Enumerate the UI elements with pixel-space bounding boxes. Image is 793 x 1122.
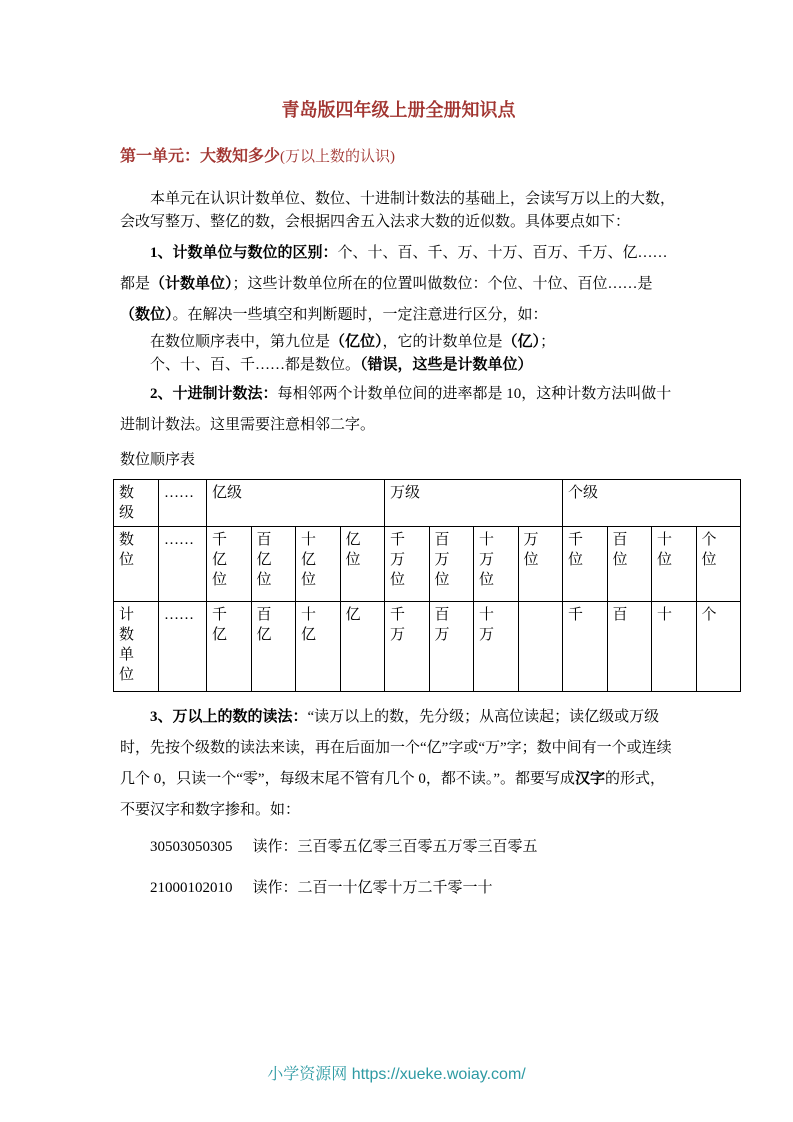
cell-text: 十亿 bbox=[301, 607, 317, 643]
point-3-text-2: 的形式，不要汉字和数字掺和。如： bbox=[120, 771, 666, 818]
unit-heading-sub: (万以上数的认识) bbox=[280, 149, 396, 165]
table-cell bbox=[696, 527, 741, 602]
cell-text: 千万 bbox=[390, 607, 406, 643]
table-cell bbox=[696, 602, 741, 692]
point-1-paragraph bbox=[120, 238, 677, 331]
digit-order-table bbox=[113, 479, 741, 692]
cell-text: 亿 bbox=[345, 607, 361, 623]
document-title: 青岛版四年级上册全册知识点 bbox=[281, 100, 516, 120]
table-cell bbox=[385, 527, 430, 602]
cell-text: 千 bbox=[568, 607, 584, 623]
table-row-digit-positions bbox=[114, 527, 741, 602]
reading-example-2 bbox=[120, 877, 677, 900]
table-cell-dots: …… bbox=[159, 480, 207, 527]
table-cell bbox=[251, 527, 296, 602]
table-cell-empty bbox=[518, 602, 563, 692]
cell-text: 百万 bbox=[434, 607, 450, 643]
table-cell bbox=[385, 602, 430, 692]
cell-text: 十亿位 bbox=[301, 532, 317, 588]
footer bbox=[0, 1064, 793, 1086]
table-row-counting-units bbox=[114, 602, 741, 692]
sub1-bold-2: （亿） bbox=[502, 334, 541, 350]
sub2-bold-1: （错误，这些是计数单位） bbox=[360, 357, 533, 373]
table-cell bbox=[652, 527, 697, 602]
point-1-text: 个、十、百、千、万、十万、百万、千万、亿……都是 bbox=[120, 245, 668, 292]
row2-label: 数位 bbox=[119, 532, 135, 568]
sub1-text-1: 在数位顺序表中，第九位是 bbox=[150, 334, 331, 350]
row1-label: 数级 bbox=[119, 485, 135, 521]
cell-text: 个 bbox=[701, 607, 717, 623]
cell-text: 十 bbox=[657, 607, 673, 623]
table-row-levels bbox=[114, 480, 741, 527]
table-cell bbox=[563, 602, 608, 692]
sub1-text-2: ，它的计数单位是 bbox=[382, 334, 503, 350]
cell-text: 千亿位 bbox=[212, 532, 228, 588]
table-cell-group-wan: 万级 bbox=[385, 480, 563, 527]
footer-text: 小学资源网 https://xueke.woiay.com/ bbox=[267, 1066, 526, 1083]
table-cell bbox=[474, 602, 519, 692]
table-cell-row-label bbox=[114, 527, 159, 602]
cell-text: 万位 bbox=[523, 532, 539, 568]
cell-text: 十位 bbox=[657, 532, 673, 568]
table-cell-group-yi: 亿级 bbox=[207, 480, 385, 527]
point-1-bold-1: （计数单位） bbox=[150, 276, 233, 292]
point-1-text-3: 。在解决一些填空和判断题时，一定注意进行区分，如： bbox=[172, 307, 548, 323]
sub1-bold-1: （亿位） bbox=[330, 334, 383, 350]
unit-heading bbox=[120, 146, 677, 168]
table-cell bbox=[474, 527, 519, 602]
unit-heading-main: 第一单元：大数知多少 bbox=[120, 148, 281, 165]
sub2-text-1: 个、十、百、千……都是数位。 bbox=[150, 357, 361, 373]
cell-text: 千位 bbox=[568, 532, 584, 568]
point-2-paragraph bbox=[120, 379, 677, 441]
table-cell bbox=[340, 527, 385, 602]
table-cell bbox=[340, 602, 385, 692]
point-3-lead: 3、万以上的数的读法： bbox=[150, 709, 308, 725]
point-1-bold-2: （数位） bbox=[120, 307, 173, 323]
table-cell bbox=[652, 602, 697, 692]
table-cell bbox=[296, 602, 341, 692]
table-cell bbox=[429, 527, 474, 602]
cell-text: 百亿位 bbox=[256, 532, 272, 588]
point-1-lead: 1、计数单位与数位的区别： bbox=[150, 245, 338, 261]
point-2-text: 每相邻两个计数单位间的进率都是 10，这种计数方法叫做十进制计数法。这里需要注意相邻二字。 bbox=[120, 386, 672, 433]
point-1-example-line-2 bbox=[120, 354, 677, 377]
cell-text: 千亿 bbox=[212, 607, 228, 643]
table-cell bbox=[207, 527, 252, 602]
cell-text: 十万 bbox=[479, 607, 495, 643]
row3-label: 计数单位 bbox=[119, 607, 135, 683]
point-2-lead: 2、十进制计数法： bbox=[150, 386, 278, 402]
cell-text: 百位 bbox=[612, 532, 628, 568]
point-1-example-line-1 bbox=[120, 331, 677, 354]
table-cell bbox=[296, 527, 341, 602]
example-1-reading: 读作：三百零五亿零三百零五万零三百零五 bbox=[252, 839, 538, 855]
cell-text: 百 bbox=[612, 607, 628, 623]
example-1-number: 30503050305 bbox=[150, 839, 233, 855]
table-cell-row-label bbox=[114, 602, 159, 692]
cell-text: 亿位 bbox=[345, 532, 361, 568]
example-2-reading: 读作：二百一十亿零十万二千零一十 bbox=[252, 880, 493, 896]
table-cell bbox=[518, 527, 563, 602]
table-caption: 数位顺序表 bbox=[120, 452, 196, 468]
cell-text: 个位 bbox=[701, 532, 717, 568]
sub1-text-3: ； bbox=[540, 334, 556, 350]
table-cell bbox=[251, 602, 296, 692]
cell-text: 十万位 bbox=[479, 532, 495, 588]
cell-text: 百万位 bbox=[434, 532, 450, 588]
example-2-number: 21000102010 bbox=[150, 880, 233, 896]
point-3-paragraph bbox=[120, 702, 677, 826]
table-cell bbox=[207, 602, 252, 692]
table-cell bbox=[429, 602, 474, 692]
reading-example-1 bbox=[120, 836, 677, 859]
table-cell-group-ge: 个级 bbox=[563, 480, 741, 527]
intro-paragraph: 本单元在认识计数单位、数位、十进制计数法的基础上，会读写万以上的大数，会改写整万、整亿的数，会根据四舍五入法求大数的近似数。具体要点如下： bbox=[120, 191, 676, 230]
cell-text: 百亿 bbox=[256, 607, 272, 643]
cell-text: 千万位 bbox=[390, 532, 406, 588]
table-cell bbox=[607, 602, 652, 692]
point-1-text-2: ；这些计数单位所在的位置叫做数位：个位、十位、百位……是 bbox=[232, 276, 653, 292]
point-3-text: “读万以上的数，先分级；从高位读起；读亿级或万级时，先按个级数的读法来读，再在后面加一个“亿”字或“万”字；数中间有一个或连续几个 0，只读一个“零”，每级末尾不管有几个 0，都不读。”。都要写成 bbox=[120, 709, 672, 787]
table-cell-dots: …… bbox=[159, 602, 207, 692]
table-cell bbox=[563, 527, 608, 602]
table-cell bbox=[607, 527, 652, 602]
table-cell-dots: …… bbox=[159, 527, 207, 602]
point-3-bold-1: 汉字 bbox=[574, 771, 605, 787]
table-cell-row-label bbox=[114, 480, 159, 527]
